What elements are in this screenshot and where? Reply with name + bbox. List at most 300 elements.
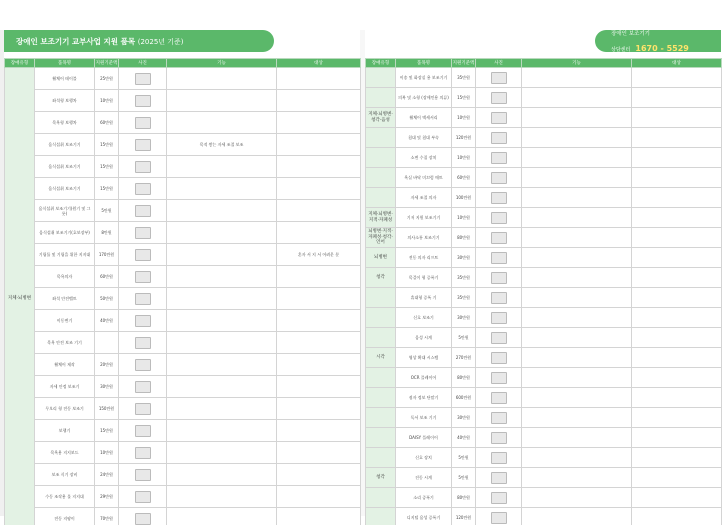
product-photo — [135, 139, 151, 151]
support-amount: 30만원 — [452, 408, 476, 428]
photo-cell — [119, 332, 167, 354]
target-text — [632, 128, 722, 148]
product-photo — [135, 249, 151, 261]
target-text — [277, 156, 361, 178]
support-amount: 10만원 — [95, 442, 119, 464]
left-header — [4, 30, 360, 52]
table-row — [366, 328, 722, 348]
item-name: 의복 및 소형 (장애인용 의류) — [396, 88, 452, 108]
product-photo — [135, 205, 151, 217]
photo-cell — [476, 488, 522, 508]
target-text — [632, 288, 722, 308]
table-row — [366, 388, 722, 408]
support-amount: 15만원 — [95, 134, 119, 156]
phone-info: 장애인 보조기기 상담센터 1670 - 5529 — [611, 31, 689, 53]
col-item: 품목명 — [396, 59, 452, 68]
function-text — [167, 156, 277, 178]
support-amount: 600만원 — [452, 388, 476, 408]
item-name: 무오리 형 전동 보조기 — [35, 398, 95, 420]
function-text — [522, 128, 632, 148]
page-title: 장애인 보조기기 교부사업 지원 품목 (2025년 기준) — [16, 36, 184, 46]
photo-cell — [476, 308, 522, 328]
target-text — [632, 88, 722, 108]
product-photo — [491, 92, 507, 104]
photo-cell — [119, 222, 167, 244]
photo-cell — [476, 448, 522, 468]
function-text — [167, 508, 277, 525]
function-text — [522, 168, 632, 188]
target-text: 혼자 서 지 서 어려운 분 — [277, 244, 361, 266]
photo-cell — [476, 328, 522, 348]
category-cell: 지체·뇌병변 — [5, 68, 35, 525]
function-text — [522, 468, 632, 488]
function-text — [167, 288, 277, 310]
product-photo — [491, 192, 507, 204]
table-row — [366, 468, 722, 488]
target-text — [632, 328, 722, 348]
photo-cell — [476, 168, 522, 188]
function-text — [167, 420, 277, 442]
product-photo — [135, 381, 151, 393]
item-name: 목욕용 지지보드 — [35, 442, 95, 464]
target-text — [632, 188, 722, 208]
item-name: OCR 플레이어 — [396, 368, 452, 388]
table-row — [366, 488, 722, 508]
category-cell — [366, 88, 396, 108]
photo-cell — [119, 508, 167, 525]
category-cell: 뇌병변 — [366, 248, 396, 268]
photo-cell — [476, 188, 522, 208]
table-row — [5, 420, 361, 442]
support-amount: 35만원 — [452, 268, 476, 288]
target-text — [632, 508, 722, 525]
product-photo — [135, 293, 151, 305]
category-cell — [366, 188, 396, 208]
left-table — [4, 58, 361, 525]
support-amount: 25만원 — [95, 68, 119, 90]
function-text — [167, 68, 277, 90]
target-text — [277, 442, 361, 464]
function-text — [522, 488, 632, 508]
item-name: 휠체어 액세서리 — [396, 108, 452, 128]
target-text — [277, 266, 361, 288]
item-name: 좌석형 보행차 — [35, 90, 95, 112]
product-photo — [491, 252, 507, 264]
support-amount: 70만원 — [95, 508, 119, 525]
table-row — [366, 168, 722, 188]
product-photo — [135, 337, 151, 349]
photo-cell — [476, 388, 522, 408]
product-photo — [491, 212, 507, 224]
product-photo — [135, 227, 151, 239]
target-text — [277, 354, 361, 376]
photo-cell — [476, 468, 522, 488]
product-photo — [491, 172, 507, 184]
product-photo — [135, 271, 151, 283]
target-text — [277, 486, 361, 508]
support-amount: 80만원 — [452, 488, 476, 508]
col-item: 품목명 — [35, 59, 95, 68]
support-amount: 35만원 — [452, 288, 476, 308]
item-name: 목욕 안전 보조 기기 — [35, 332, 95, 354]
product-photo — [135, 513, 151, 525]
product-photo — [491, 152, 507, 164]
support-amount: 60만원 — [95, 266, 119, 288]
category-cell — [366, 488, 396, 508]
right-header — [365, 30, 721, 52]
product-photo — [135, 447, 151, 459]
photo-cell — [119, 156, 167, 178]
item-name: 음식섭취 보조기기 — [35, 156, 95, 178]
category-cell — [366, 168, 396, 188]
category-cell — [366, 308, 396, 328]
support-amount: 15만원 — [95, 156, 119, 178]
item-name: 소리 증폭기 — [396, 488, 452, 508]
item-name: 욕실 바닥 미끄럼 매트 — [396, 168, 452, 188]
function-text — [522, 388, 632, 408]
support-amount: 50만원 — [95, 288, 119, 310]
table-row — [5, 354, 361, 376]
category-cell: 시각 — [366, 348, 396, 368]
target-text — [632, 468, 722, 488]
item-name: 목욕의자 — [35, 266, 95, 288]
target-text — [632, 428, 722, 448]
table-row — [366, 288, 722, 308]
target-text — [632, 168, 722, 188]
function-text — [522, 428, 632, 448]
product-photo — [491, 452, 507, 464]
table-header-row — [366, 59, 722, 68]
support-amount: 30만원 — [95, 376, 119, 398]
category-cell — [366, 448, 396, 468]
table-row — [5, 486, 361, 508]
product-photo — [135, 73, 151, 85]
table-row — [5, 310, 361, 332]
item-name: 자세 안정 보조기 — [35, 376, 95, 398]
table-row — [5, 178, 361, 200]
photo-cell — [119, 398, 167, 420]
target-text — [277, 420, 361, 442]
product-photo — [135, 425, 151, 437]
target-text — [277, 200, 361, 222]
target-text — [277, 398, 361, 420]
target-text — [632, 388, 722, 408]
target-text — [632, 68, 722, 88]
support-amount: 120만원 — [452, 508, 476, 525]
item-name: 휴대형 증폭 기 — [396, 288, 452, 308]
target-text — [632, 448, 722, 468]
target-text — [632, 488, 722, 508]
item-name: 음성 시계 — [396, 328, 452, 348]
function-text — [522, 208, 632, 228]
col-amount: 지원기준액 — [452, 59, 476, 68]
function-text — [167, 376, 277, 398]
target-text — [277, 508, 361, 525]
product-photo — [491, 312, 507, 324]
function-text — [167, 486, 277, 508]
category-cell — [366, 428, 396, 448]
category-cell — [366, 148, 396, 168]
item-name: 음식섭취 보조기기 — [35, 178, 95, 200]
support-amount: 10만원 — [452, 148, 476, 168]
product-photo — [491, 232, 507, 244]
table-row — [5, 112, 361, 134]
target-text — [277, 68, 361, 90]
item-name: DAISY 플레이어 — [396, 428, 452, 448]
item-name: 침대 및 침대 부속 — [396, 128, 452, 148]
support-amount: 30만원 — [452, 248, 476, 268]
item-name: 이송 및 화장실 용 보조기기 — [396, 68, 452, 88]
item-name: 기저 지원 보조기기 — [396, 208, 452, 228]
target-text — [277, 112, 361, 134]
support-amount: 5만원 — [452, 328, 476, 348]
photo-cell — [119, 486, 167, 508]
table-row — [366, 368, 722, 388]
product-photo — [135, 183, 151, 195]
table-row — [5, 222, 361, 244]
table-row — [366, 268, 722, 288]
photo-cell — [119, 178, 167, 200]
support-amount — [95, 332, 119, 354]
support-amount: 24만원 — [95, 464, 119, 486]
target-text — [632, 208, 722, 228]
support-amount: 15만원 — [452, 88, 476, 108]
product-photo — [135, 469, 151, 481]
item-name: 신호 장치 — [396, 448, 452, 468]
support-amount: 150만원 — [95, 398, 119, 420]
photo-cell — [476, 128, 522, 148]
table-row — [366, 68, 722, 88]
photo-cell — [119, 464, 167, 486]
item-name: 진동 시계 — [396, 468, 452, 488]
table-row — [366, 188, 722, 208]
item-name: 소변 수집 장치 — [396, 148, 452, 168]
target-text — [632, 348, 722, 368]
function-text — [522, 348, 632, 368]
photo-cell — [476, 408, 522, 428]
photo-cell — [119, 244, 167, 266]
photo-cell — [476, 88, 522, 108]
item-name: 독서 보조 기기 — [396, 408, 452, 428]
target-text — [277, 332, 361, 354]
product-photo — [491, 412, 507, 424]
photo-cell — [476, 348, 522, 368]
table-row — [366, 508, 722, 525]
product-photo — [135, 95, 151, 107]
col-amount: 지원기준액 — [95, 59, 119, 68]
col-disability: 장애유형 — [5, 59, 35, 68]
photo-cell — [476, 108, 522, 128]
function-text — [522, 108, 632, 128]
support-amount: 40만원 — [95, 310, 119, 332]
category-cell: 뇌병변·지적·자폐성·청각·언어 — [366, 228, 396, 248]
function-text — [522, 288, 632, 308]
item-name: 전동 의자 리프트 — [396, 248, 452, 268]
item-name: 목욕형 보행차 — [35, 112, 95, 134]
item-name: 이동변기 — [35, 310, 95, 332]
photo-cell — [119, 376, 167, 398]
function-text — [167, 266, 277, 288]
table-row — [5, 464, 361, 486]
product-photo — [491, 492, 507, 504]
function-text — [167, 398, 277, 420]
table-row — [5, 508, 361, 525]
support-amount: 15만원 — [95, 178, 119, 200]
function-text — [167, 464, 277, 486]
right-table — [365, 58, 722, 525]
product-photo — [491, 112, 507, 124]
table-row — [5, 266, 361, 288]
support-amount: 60만원 — [452, 168, 476, 188]
photo-cell — [119, 354, 167, 376]
function-text — [522, 408, 632, 428]
right-page — [365, 30, 721, 520]
product-photo — [491, 392, 507, 404]
support-amount: 10만원 — [452, 108, 476, 128]
table-row — [5, 68, 361, 90]
table-row — [366, 448, 722, 468]
function-text — [167, 178, 277, 200]
function-text — [522, 148, 632, 168]
photo-cell — [476, 268, 522, 288]
target-text — [632, 248, 722, 268]
item-name: 기립틀 및 기립을 위한 지지대 — [35, 244, 95, 266]
item-name: 목걸이 형 증폭기 — [396, 268, 452, 288]
target-text — [277, 310, 361, 332]
item-name: 보행기 — [35, 420, 95, 442]
table-row — [366, 148, 722, 168]
photo-cell — [119, 200, 167, 222]
support-amount: 5만원 — [452, 468, 476, 488]
photo-cell — [476, 208, 522, 228]
table-row — [5, 200, 361, 222]
table-row — [366, 228, 722, 248]
product-photo — [135, 117, 151, 129]
function-text — [522, 368, 632, 388]
photo-cell — [119, 288, 167, 310]
col-photo: 사진 — [119, 59, 167, 68]
phone-number[interactable]: 1670 - 5529 — [635, 43, 689, 53]
target-text — [632, 108, 722, 128]
function-text — [522, 248, 632, 268]
target-text — [277, 134, 361, 156]
target-text — [632, 268, 722, 288]
product-photo — [491, 332, 507, 344]
table-row — [5, 376, 361, 398]
function-text — [167, 112, 277, 134]
product-photo — [491, 372, 507, 384]
function-text — [522, 68, 632, 88]
photo-cell — [476, 368, 522, 388]
category-cell — [366, 288, 396, 308]
photo-cell — [119, 442, 167, 464]
category-cell — [366, 368, 396, 388]
col-disability: 장애유형 — [366, 59, 396, 68]
product-photo — [491, 512, 507, 524]
support-amount: 80만원 — [452, 368, 476, 388]
product-photo — [491, 132, 507, 144]
item-name: 의사소통 보조기기 — [396, 228, 452, 248]
support-amount: 20만원 — [95, 354, 119, 376]
product-photo — [491, 292, 507, 304]
item-name: 신호 보조기 — [396, 308, 452, 328]
item-name: 자세 조절 의자 — [396, 188, 452, 208]
category-cell: 청각 — [366, 468, 396, 488]
table-row — [5, 244, 361, 266]
table-row — [5, 156, 361, 178]
product-photo — [135, 403, 151, 415]
support-amount: 100만원 — [452, 188, 476, 208]
support-amount: 10만원 — [452, 208, 476, 228]
function-text — [167, 310, 277, 332]
function-text — [167, 200, 277, 222]
support-amount: 60만원 — [95, 112, 119, 134]
function-text — [522, 448, 632, 468]
support-amount: 8만원 — [95, 222, 119, 244]
photo-cell — [119, 112, 167, 134]
product-photo — [491, 272, 507, 284]
photo-cell — [119, 266, 167, 288]
function-text — [522, 88, 632, 108]
target-text — [632, 228, 722, 248]
function-text — [522, 228, 632, 248]
table-row — [366, 308, 722, 328]
item-name: 디지털 음성 증폭기 — [396, 508, 452, 525]
support-amount: 270만원 — [452, 348, 476, 368]
table-row — [5, 332, 361, 354]
photo-cell — [119, 90, 167, 112]
product-photo — [135, 161, 151, 173]
function-text — [167, 90, 277, 112]
product-photo — [135, 359, 151, 371]
support-amount: 35만원 — [452, 68, 476, 88]
table-row — [366, 108, 722, 128]
target-text — [277, 178, 361, 200]
function-text — [167, 354, 277, 376]
photo-cell — [476, 148, 522, 168]
function-text — [522, 188, 632, 208]
product-photo — [135, 315, 151, 327]
product-photo — [135, 491, 151, 503]
category-cell — [366, 128, 396, 148]
table-row — [366, 88, 722, 108]
category-cell — [366, 388, 396, 408]
target-text — [277, 376, 361, 398]
target-text — [632, 368, 722, 388]
category-cell: 지체·뇌병변·지적·자폐성 — [366, 208, 396, 228]
category-cell — [366, 408, 396, 428]
photo-cell — [476, 228, 522, 248]
table-row — [366, 408, 722, 428]
left-page — [4, 30, 360, 521]
target-text — [632, 148, 722, 168]
support-amount: 30만원 — [452, 308, 476, 328]
function-text — [167, 222, 277, 244]
function-text — [167, 332, 277, 354]
table-row — [5, 442, 361, 464]
col-target: 대상 — [277, 59, 361, 68]
support-amount: 120만원 — [452, 128, 476, 148]
product-photo — [491, 72, 507, 84]
function-text — [522, 328, 632, 348]
item-name: 음식섭취 보조기기(원기 및 그릇) — [35, 200, 95, 222]
function-text — [167, 244, 277, 266]
support-amount: 80만원 — [452, 228, 476, 248]
function-text — [522, 508, 632, 525]
table-row — [5, 398, 361, 420]
target-text — [632, 408, 722, 428]
support-amount: 5만원 — [95, 200, 119, 222]
